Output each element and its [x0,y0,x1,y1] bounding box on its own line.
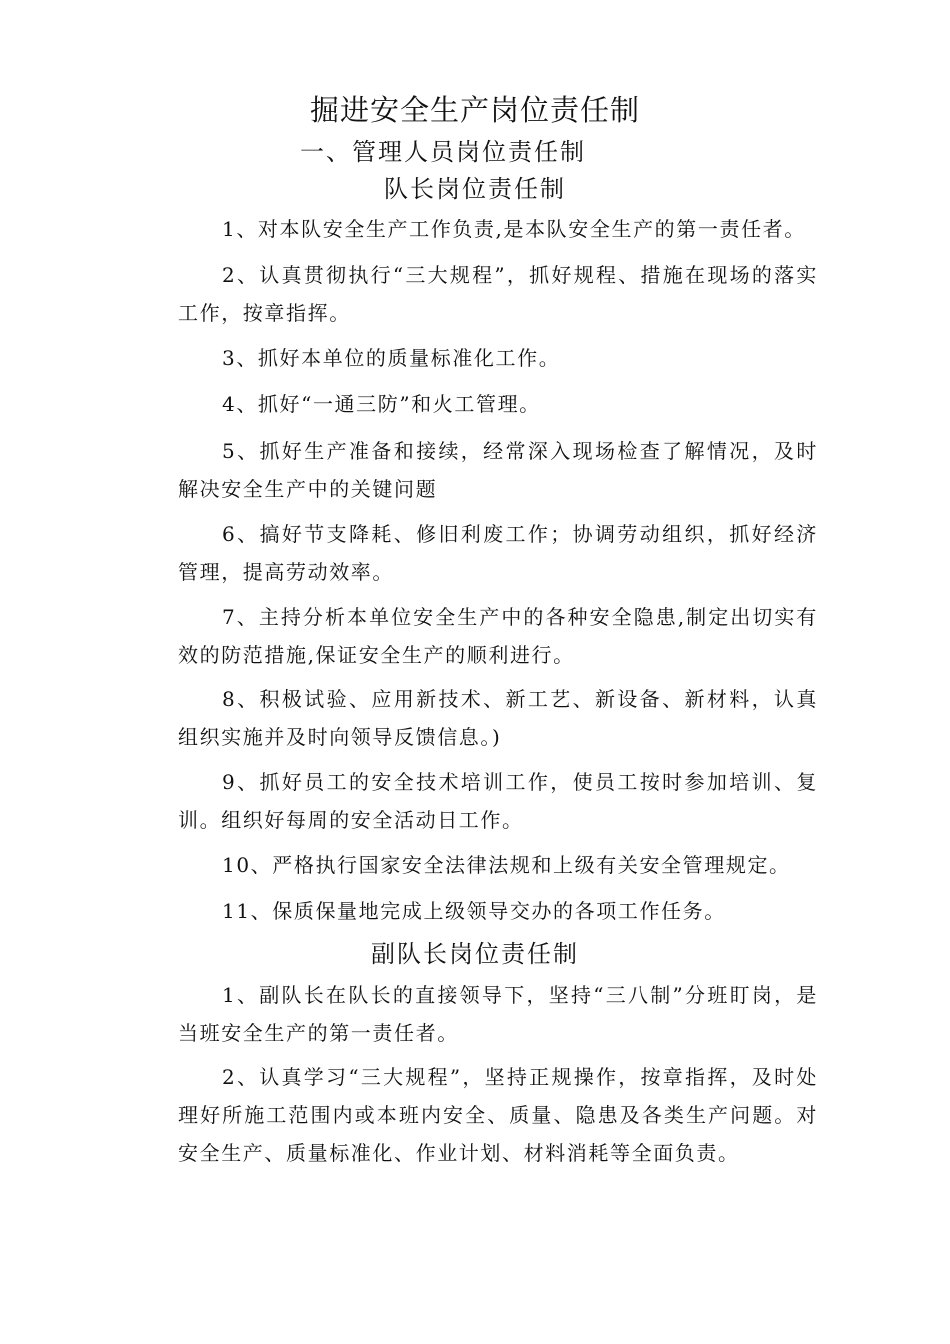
captain-item-7: 7、主持分析本单位安全生产中的各种安全隐患,制定出切实有效的防范措施,保证安全生产的顺利进行。 [178,605,818,667]
captain-item-8: 8、积极试验、应用新技术、新工艺、新设备、新材料，认真组织实施并及时向领导反馈信息。) [178,687,818,749]
deputy-item-2: 2、认真学习“三大规程”，坚持正规操作，按章指挥，及时处理好所施工范围内或本班内安全、质量、隐患及各类生产问题。对安全生产、质量标准化、作业计划、材料消耗等全面负责。 [178,1065,818,1165]
captain-item-4: 4、抓好“一通三防”和火工管理。 [222,392,541,416]
captain-item-10: 10、严格执行国家安全法律法规和上级有关安全管理规定。 [222,853,791,877]
captain-item-6: 6、搞好节支降耗、修旧利废工作；协调劳动组织，抓好经济管理，提高劳动效率。 [178,522,818,584]
captain-item-5: 5、抓好生产准备和接续，经常深入现场检查了解情况，及时解决安全生产中的关键问题 [178,439,818,501]
deputy-heading: 副队长岗位责任制 [371,940,579,968]
section-heading: 一、管理人员岗位责任制 [300,138,586,166]
captain-heading: 队长岗位责任制 [384,175,566,203]
captain-item-3: 3、抓好本单位的质量标准化工作。 [222,346,561,370]
document-title: 掘进安全生产岗位责任制 [309,93,640,127]
captain-item-1: 1、对本队安全生产工作负责,是本队安全生产的第一责任者。 [222,217,806,241]
deputy-item-1: 1、副队长在队长的直接领导下，坚持“三八制”分班盯岗，是当班安全生产的第一责任者。 [178,983,818,1045]
captain-item-9: 9、抓好员工的安全技术培训工作，使员工按时参加培训、复训。组织好每周的安全活动日工作。 [178,770,818,832]
captain-item-11: 11、保质保量地完成上级领导交办的各项工作任务。 [222,899,726,923]
captain-item-2: 2、认真贯彻执行“三大规程”，抓好规程、措施在现场的落实工作，按章指挥。 [178,263,818,325]
